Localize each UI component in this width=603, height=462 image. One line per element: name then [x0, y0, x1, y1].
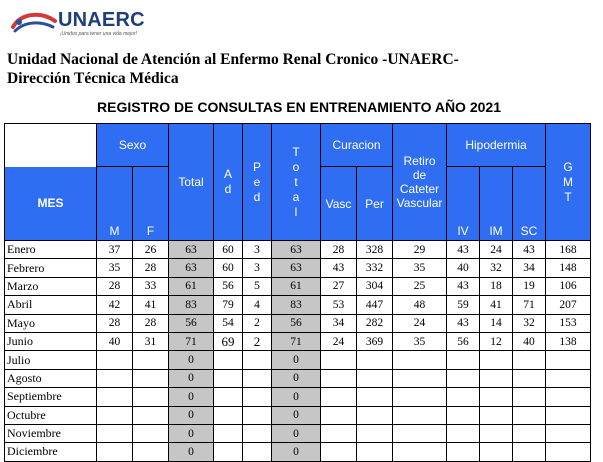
cell-total2: 0	[272, 406, 321, 424]
cell-ped: 2	[243, 314, 272, 332]
cell-ad: 60	[214, 259, 243, 277]
cell-m: 28	[97, 314, 133, 332]
cell-retiro: 48	[393, 296, 447, 314]
header-gmt: G M T	[546, 124, 591, 241]
cell-gmt	[546, 369, 591, 387]
cell-ad	[214, 406, 243, 424]
cell-sc	[513, 369, 546, 387]
table-row	[5, 424, 591, 442]
table-row	[5, 241, 591, 259]
cell-iv	[447, 351, 480, 369]
cell-im: 24	[480, 241, 513, 259]
cell-total: 0	[169, 443, 214, 461]
cell-ad	[214, 424, 243, 442]
cell-ped: 3	[243, 241, 272, 259]
table-row	[5, 406, 591, 424]
cell-ad	[214, 369, 243, 387]
cell-retiro: 35	[393, 332, 447, 350]
cell-m	[97, 406, 133, 424]
cell-gmt: 207	[546, 296, 591, 314]
cell-total: 61	[169, 277, 214, 295]
cell-sc: 43	[513, 241, 546, 259]
cell-iv	[447, 443, 480, 461]
cell-vasc: 28	[321, 241, 357, 259]
cell-im	[480, 351, 513, 369]
cell-total2: 0	[272, 424, 321, 442]
cell-f: 28	[133, 314, 169, 332]
header-iv: IV	[447, 167, 480, 241]
cell-ad: 69	[214, 332, 243, 350]
cell-iv	[447, 424, 480, 442]
cell-total: 0	[169, 424, 214, 442]
cell-total2: 0	[272, 388, 321, 406]
cell-retiro: 25	[393, 277, 447, 295]
cell-im	[480, 406, 513, 424]
cell-ped	[243, 424, 272, 442]
cell-f	[133, 443, 169, 461]
cell-f: 41	[133, 296, 169, 314]
cell-vasc	[321, 388, 357, 406]
header-f: F	[133, 167, 169, 241]
cell-iv	[447, 369, 480, 387]
cell-gmt: 138	[546, 332, 591, 350]
month-cell: Junio	[5, 332, 97, 350]
month-cell: Mayo	[5, 314, 97, 332]
table-row	[5, 296, 591, 314]
cell-sc: 19	[513, 277, 546, 295]
cell-vasc	[321, 443, 357, 461]
cell-ad	[214, 443, 243, 461]
cell-retiro: 35	[393, 259, 447, 277]
cell-per	[357, 406, 393, 424]
cell-total: 83	[169, 296, 214, 314]
cell-sc: 32	[513, 314, 546, 332]
cell-m	[97, 388, 133, 406]
cell-vasc	[321, 424, 357, 442]
cell-per: 328	[357, 241, 393, 259]
cell-retiro	[393, 424, 447, 442]
cell-total2: 0	[272, 369, 321, 387]
header-sexo: Sexo	[97, 124, 169, 167]
cell-total: 71	[169, 332, 214, 350]
cell-sc: 71	[513, 296, 546, 314]
cell-ped: 5	[243, 277, 272, 295]
header-sc: SC	[513, 167, 546, 241]
cell-ad: 54	[214, 314, 243, 332]
cell-per	[357, 369, 393, 387]
cell-total2: 0	[272, 443, 321, 461]
cell-im	[480, 369, 513, 387]
cell-per: 304	[357, 277, 393, 295]
cell-total: 0	[169, 351, 214, 369]
table-row	[5, 369, 591, 387]
header-m: M	[97, 167, 133, 241]
cell-ped	[243, 443, 272, 461]
cell-im: 14	[480, 314, 513, 332]
cell-f: 31	[133, 332, 169, 350]
cell-ped: 4	[243, 296, 272, 314]
cell-retiro	[393, 388, 447, 406]
header-mes: MES	[5, 167, 97, 241]
header-vasc: Vasc	[321, 167, 357, 241]
header-blank	[5, 124, 97, 167]
cell-ad: 60	[214, 241, 243, 259]
cell-ped	[243, 369, 272, 387]
table-row	[5, 443, 591, 461]
cell-sc	[513, 388, 546, 406]
cell-gmt	[546, 388, 591, 406]
cell-per	[357, 443, 393, 461]
cell-im: 32	[480, 259, 513, 277]
cell-iv	[447, 406, 480, 424]
cell-m: 42	[97, 296, 133, 314]
cell-im	[480, 443, 513, 461]
cell-m	[97, 351, 133, 369]
cell-im: 18	[480, 277, 513, 295]
cell-gmt	[546, 443, 591, 461]
cell-vasc: 24	[321, 332, 357, 350]
cell-vasc	[321, 406, 357, 424]
cell-total: 0	[169, 388, 214, 406]
cell-f: 28	[133, 259, 169, 277]
cell-vasc: 34	[321, 314, 357, 332]
month-cell: Agosto	[5, 369, 97, 387]
table-row	[5, 259, 591, 277]
cell-retiro	[393, 351, 447, 369]
cell-retiro	[393, 406, 447, 424]
cell-sc	[513, 406, 546, 424]
cell-retiro	[393, 369, 447, 387]
cell-im: 12	[480, 332, 513, 350]
cell-sc	[513, 424, 546, 442]
cell-iv: 59	[447, 296, 480, 314]
month-cell: Julio	[5, 351, 97, 369]
cell-total: 63	[169, 241, 214, 259]
cell-ped	[243, 351, 272, 369]
cell-m: 28	[97, 277, 133, 295]
cell-ad	[214, 388, 243, 406]
logo-tagline: ¡Unidos para tener una vida mejor!	[60, 31, 137, 37]
cell-iv: 43	[447, 314, 480, 332]
cell-per: 332	[357, 259, 393, 277]
cell-total: 63	[169, 259, 214, 277]
month-cell: Enero	[5, 241, 97, 259]
cell-per: 447	[357, 296, 393, 314]
month-cell: Febrero	[5, 259, 97, 277]
cell-total: 0	[169, 406, 214, 424]
month-cell: Marzo	[5, 277, 97, 295]
month-cell: Octubre	[5, 406, 97, 424]
cell-iv: 40	[447, 259, 480, 277]
cell-ped	[243, 388, 272, 406]
cell-sc	[513, 351, 546, 369]
cell-im	[480, 388, 513, 406]
org-heading: Unidad Nacional de Atención al Enfermo Renal Cronico -UNAERC-	[7, 51, 459, 68]
cell-f	[133, 351, 169, 369]
cell-retiro	[393, 443, 447, 461]
cell-f	[133, 424, 169, 442]
cell-total: 56	[169, 314, 214, 332]
cell-gmt: 106	[546, 277, 591, 295]
logo-text: UNAERC	[58, 9, 145, 31]
cell-iv	[447, 388, 480, 406]
cell-per	[357, 424, 393, 442]
table-row	[5, 388, 591, 406]
consultation-table	[4, 123, 591, 462]
table-row	[5, 314, 591, 332]
header-hipodermia: Hipodermia	[447, 124, 546, 167]
cell-ad: 79	[214, 296, 243, 314]
header-ad: A d	[214, 124, 243, 241]
cell-gmt	[546, 351, 591, 369]
cell-m: 35	[97, 259, 133, 277]
cell-m	[97, 443, 133, 461]
cell-per: 282	[357, 314, 393, 332]
cell-sc: 40	[513, 332, 546, 350]
cell-gmt: 148	[546, 259, 591, 277]
table-row	[5, 277, 591, 295]
cell-ped: 3	[243, 259, 272, 277]
cell-gmt: 153	[546, 314, 591, 332]
header-total: Total	[169, 124, 214, 241]
cell-ad	[214, 351, 243, 369]
cell-vasc: 53	[321, 296, 357, 314]
cell-iv: 43	[447, 277, 480, 295]
register-title: REGISTRO DE CONSULTAS EN ENTRENAMIENTO AÑO 2021	[97, 99, 501, 115]
cell-total2: 63	[272, 241, 321, 259]
cell-ped	[243, 406, 272, 424]
header-per: Per	[357, 167, 393, 241]
cell-total2: 56	[272, 314, 321, 332]
cell-iv: 56	[447, 332, 480, 350]
cell-f	[133, 388, 169, 406]
cell-m: 37	[97, 241, 133, 259]
cell-total2: 61	[272, 277, 321, 295]
cell-f	[133, 369, 169, 387]
header-retiro-cateter: Retiro de Cateter Vascular	[393, 124, 447, 241]
cell-total: 0	[169, 369, 214, 387]
cell-m	[97, 424, 133, 442]
cell-gmt	[546, 424, 591, 442]
cell-m: 40	[97, 332, 133, 350]
cell-per	[357, 388, 393, 406]
cell-per: 369	[357, 332, 393, 350]
header-total-vertical: T o t a l	[272, 124, 321, 241]
cell-total2: 71	[272, 332, 321, 350]
month-cell: Noviembre	[5, 424, 97, 442]
cell-total2: 63	[272, 259, 321, 277]
month-cell: Diciembre	[5, 443, 97, 461]
cell-f	[133, 406, 169, 424]
cell-vasc	[321, 369, 357, 387]
dept-heading: Dirección Técnica Médica	[7, 70, 179, 87]
cell-gmt: 168	[546, 241, 591, 259]
cell-ped: 2	[243, 332, 272, 350]
cell-f: 26	[133, 241, 169, 259]
cell-total2: 83	[272, 296, 321, 314]
header-curacion: Curacion	[321, 124, 393, 167]
table-row	[5, 351, 591, 369]
cell-retiro: 29	[393, 241, 447, 259]
cell-ad: 56	[214, 277, 243, 295]
cell-retiro: 24	[393, 314, 447, 332]
month-cell: Septiembre	[5, 388, 97, 406]
month-cell: Abril	[5, 296, 97, 314]
cell-im: 41	[480, 296, 513, 314]
cell-iv: 43	[447, 241, 480, 259]
header-im: IM	[480, 167, 513, 241]
table-row	[5, 332, 591, 350]
cell-per	[357, 351, 393, 369]
cell-f: 33	[133, 277, 169, 295]
cell-vasc: 43	[321, 259, 357, 277]
header-ped: P e d	[243, 124, 272, 241]
cell-sc	[513, 443, 546, 461]
cell-gmt	[546, 406, 591, 424]
cell-m	[97, 369, 133, 387]
cell-total2: 0	[272, 351, 321, 369]
cell-vasc: 27	[321, 277, 357, 295]
cell-im	[480, 424, 513, 442]
cell-vasc	[321, 351, 357, 369]
cell-sc: 34	[513, 259, 546, 277]
